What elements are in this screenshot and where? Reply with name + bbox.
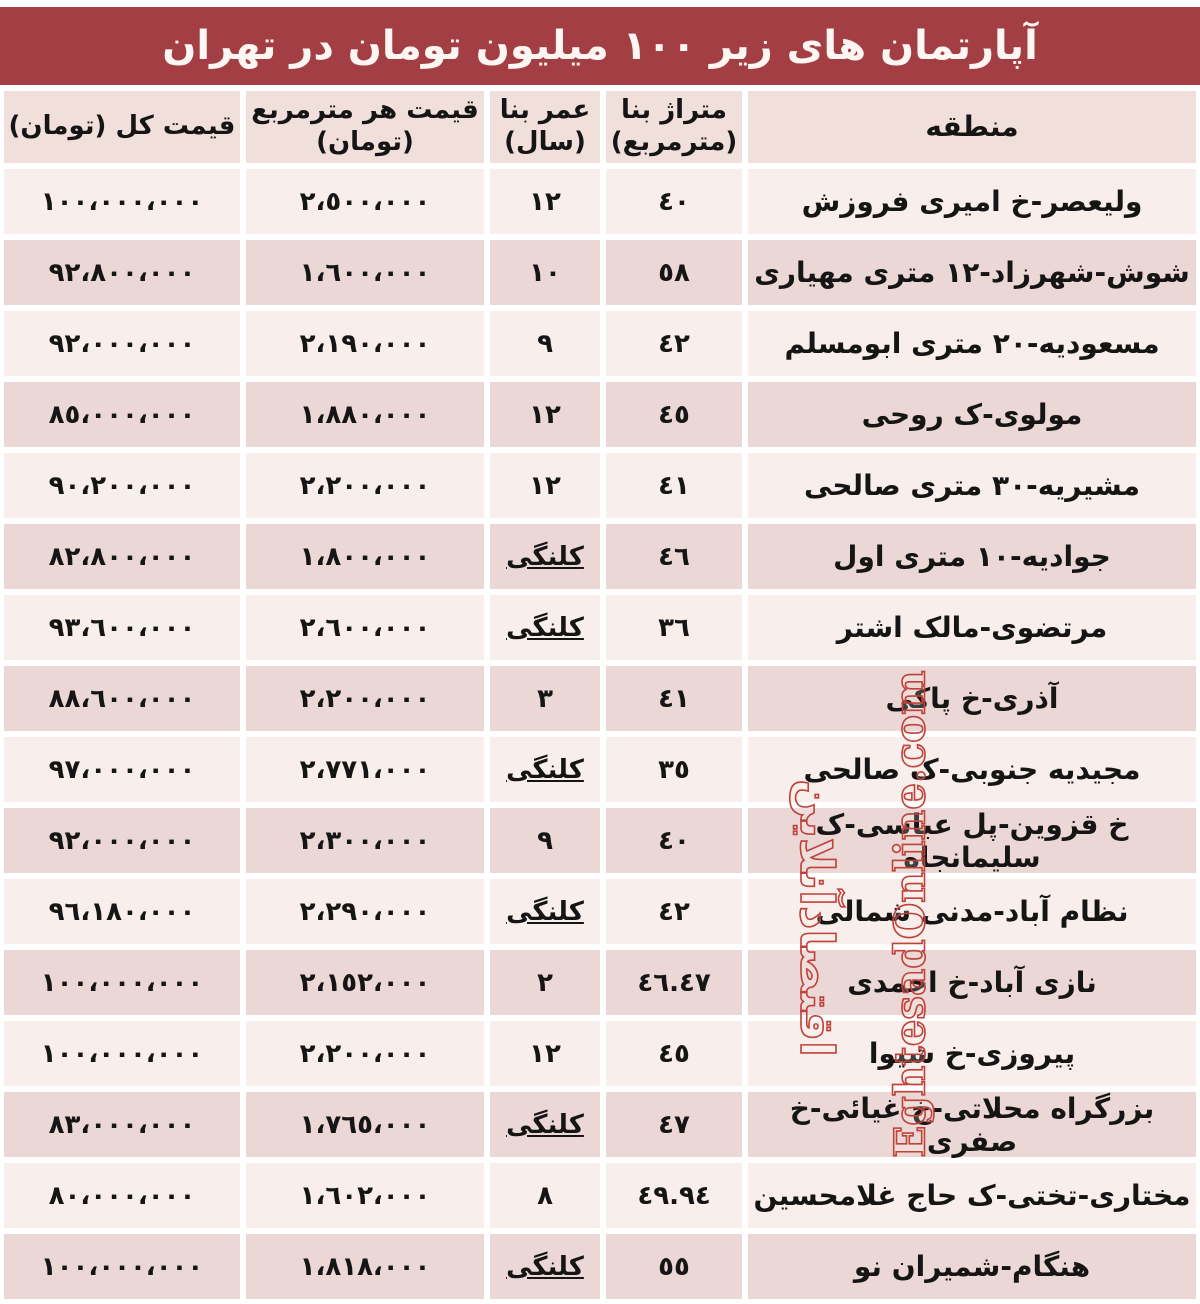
age-cell (490, 595, 600, 660)
region-value: مجیدیه جنوبی-ک صالحی (803, 753, 1141, 786)
header-cell-total (4, 91, 240, 163)
header-price-line2: (تومان) (316, 127, 414, 157)
area-cell (606, 1234, 742, 1299)
price-value: ١،٧٦٥،٠٠٠ (299, 1109, 431, 1140)
price-cell (246, 1092, 484, 1157)
total-cell (4, 808, 240, 873)
age-value: ١٢ (529, 470, 561, 501)
area-cell (606, 595, 742, 660)
price-cell (246, 311, 484, 376)
region-cell (748, 524, 1196, 589)
region-value: جوادیه-١٠ متری اول (833, 540, 1111, 573)
age-cell (490, 1163, 600, 1228)
region-cell (748, 737, 1196, 802)
age-cell (490, 879, 600, 944)
table-body (4, 169, 1196, 1299)
age-cell (490, 808, 600, 873)
header-area-line2: (مترمربع) (610, 127, 738, 157)
total-cell (4, 737, 240, 802)
price-cell (246, 1163, 484, 1228)
region-cell (748, 240, 1196, 305)
header-region-label: منطقه (925, 109, 1019, 143)
table-row (4, 595, 1196, 660)
total-value: ٨٢،٨٠٠،٠٠٠ (48, 541, 196, 572)
total-value: ٩٢،٨٠٠،٠٠٠ (48, 257, 196, 288)
total-cell (4, 169, 240, 234)
price-cell (246, 240, 484, 305)
age-value: ٣ (537, 683, 553, 714)
table-row (4, 1234, 1196, 1299)
age-value: کلنگی (506, 754, 584, 785)
price-value: ٢،١٥٢،٠٠٠ (299, 967, 431, 998)
price-value: ١،٨١٨،٠٠٠ (299, 1251, 431, 1282)
total-value: ٩٣،٦٠٠،٠٠٠ (48, 612, 196, 643)
area-value: ٤٩.٩٤ (637, 1180, 711, 1211)
region-cell (748, 453, 1196, 518)
total-cell (4, 453, 240, 518)
total-value: ١٠٠،٠٠٠،٠٠٠ (40, 1251, 204, 1282)
total-cell (4, 1021, 240, 1086)
region-cell (748, 169, 1196, 234)
area-value: ٥٥ (658, 1251, 690, 1282)
age-value: کلنگی (506, 612, 584, 643)
area-value: ٤٠ (658, 186, 690, 217)
area-cell (606, 311, 742, 376)
table-row (4, 453, 1196, 518)
price-value: ١،٦٠٢،٠٠٠ (299, 1180, 431, 1211)
header-cell-price (246, 91, 484, 163)
total-cell (4, 524, 240, 589)
age-value: کلنگی (506, 1109, 584, 1140)
total-cell (4, 1092, 240, 1157)
region-value: خ قزوین-پل عباسی-ک سلیمانجاه (815, 807, 1129, 874)
price-value: ٢،٢٠٠،٠٠٠ (299, 470, 431, 501)
table-row (4, 1021, 1196, 1086)
region-cell (748, 1234, 1196, 1299)
area-value: ٣٦ (658, 612, 690, 643)
table-row (4, 950, 1196, 1015)
total-cell (4, 666, 240, 731)
total-value: ١٠٠،٠٠٠،٠٠٠ (40, 186, 204, 217)
region-cell (748, 1163, 1196, 1228)
table-row (4, 240, 1196, 305)
table-row (4, 879, 1196, 944)
total-cell (4, 240, 240, 305)
area-value: ٣٥ (658, 754, 690, 785)
total-value: ٨٣،٠٠٠،٠٠٠ (48, 1109, 196, 1140)
region-value: پیروزی-خ شیوا (868, 1037, 1076, 1070)
total-value: ٩٠،٢٠٠،٠٠٠ (48, 470, 196, 501)
age-value: ١٢ (529, 1038, 561, 1069)
region-value: مسعودیه-٢٠ متری ابومسلم (784, 327, 1160, 360)
price-value: ٢،٢٠٠،٠٠٠ (299, 683, 431, 714)
area-value: ٤٢ (658, 328, 690, 359)
header-cell-region (748, 91, 1196, 163)
price-cell (246, 595, 484, 660)
region-value: مولوی-ک روحی (861, 398, 1083, 431)
area-value: ٤٥ (658, 399, 690, 430)
price-cell (246, 1234, 484, 1299)
header-total-label: قیمت کل (تومان) (8, 111, 236, 142)
area-cell (606, 453, 742, 518)
total-cell (4, 595, 240, 660)
table-row (4, 1163, 1196, 1228)
header-cell-area (606, 91, 742, 163)
region-cell (748, 950, 1196, 1015)
area-cell (606, 950, 742, 1015)
area-value: ٤١ (658, 683, 690, 714)
region-value: آذری-خ پاکی (885, 682, 1059, 715)
region-value: مرتضوی-مالک اشتر (836, 611, 1108, 644)
price-cell (246, 169, 484, 234)
price-cell (246, 737, 484, 802)
table-row (4, 382, 1196, 447)
area-value: ٤١ (658, 470, 690, 501)
price-value: ١،٨٠٠،٠٠٠ (299, 541, 431, 572)
region-cell (748, 808, 1196, 873)
region-cell (748, 879, 1196, 944)
age-cell (490, 382, 600, 447)
region-cell (748, 1092, 1196, 1157)
table-row (4, 737, 1196, 802)
price-cell (246, 666, 484, 731)
total-value: ٨٨،٦٠٠،٠٠٠ (48, 683, 196, 714)
price-value: ١،٦٠٠،٠٠٠ (299, 257, 431, 288)
page-title: آپارتمان های زیر ١٠٠ میلیون تومان در تهران (162, 23, 1038, 69)
header-age-line2: (سال) (504, 127, 586, 157)
age-cell (490, 453, 600, 518)
age-cell (490, 240, 600, 305)
table-row (4, 524, 1196, 589)
price-cell (246, 524, 484, 589)
table-row (4, 311, 1196, 376)
region-cell (748, 311, 1196, 376)
total-cell (4, 1234, 240, 1299)
area-value: ٤٥ (658, 1038, 690, 1069)
area-cell (606, 1163, 742, 1228)
age-cell (490, 169, 600, 234)
total-value: ٩٢،٠٠٠،٠٠٠ (48, 328, 196, 359)
table-row (4, 666, 1196, 731)
table-row (4, 808, 1196, 873)
total-cell (4, 879, 240, 944)
age-value: کلنگی (506, 1251, 584, 1282)
price-cell (246, 382, 484, 447)
area-cell (606, 382, 742, 447)
price-cell (246, 453, 484, 518)
region-value: مختاری-تختی-ک حاج غلامحسین (753, 1179, 1191, 1212)
age-cell (490, 1021, 600, 1086)
region-cell (748, 382, 1196, 447)
age-cell (490, 524, 600, 589)
age-value: کلنگی (506, 541, 584, 572)
table-row (4, 169, 1196, 234)
total-value: ٨٥،٠٠٠،٠٠٠ (48, 399, 196, 430)
apartments-table (0, 91, 1200, 1299)
age-cell (490, 737, 600, 802)
price-value: ٢،٧٧١،٠٠٠ (299, 754, 431, 785)
area-cell (606, 240, 742, 305)
area-value: ٥٨ (658, 257, 690, 288)
region-value: نازی آباد-خ احمدی (847, 966, 1097, 999)
area-value: ٤٠ (658, 825, 690, 856)
total-value: ٩٧،٠٠٠،٠٠٠ (48, 754, 196, 785)
header-age-line1: عمر بنا (499, 95, 591, 126)
age-cell (490, 1092, 600, 1157)
age-cell (490, 666, 600, 731)
age-cell (490, 311, 600, 376)
page (0, 7, 1200, 1304)
area-value: ٤٦.٤٧ (637, 967, 711, 998)
area-cell (606, 524, 742, 589)
total-cell (4, 311, 240, 376)
area-value: ٤٦ (658, 541, 690, 572)
age-value: ٩ (537, 328, 553, 359)
total-value: ٨٠،٠٠٠،٠٠٠ (48, 1180, 196, 1211)
price-cell (246, 950, 484, 1015)
age-value: ١٢ (529, 399, 561, 430)
header-area-line1: متراژ بنا (621, 95, 727, 126)
region-value: هنگام-شمیران نو (853, 1250, 1091, 1283)
area-cell (606, 169, 742, 234)
price-cell (246, 879, 484, 944)
price-cell (246, 808, 484, 873)
total-value: ١٠٠،٠٠٠،٠٠٠ (40, 967, 204, 998)
total-cell (4, 950, 240, 1015)
area-cell (606, 879, 742, 944)
header-cell-age (490, 91, 600, 163)
region-value: ولیعصر-خ امیری فروزش (801, 185, 1143, 218)
region-cell (748, 666, 1196, 731)
total-value: ٩٢،٠٠٠،٠٠٠ (48, 825, 196, 856)
area-cell (606, 1092, 742, 1157)
total-cell (4, 1163, 240, 1228)
area-cell (606, 808, 742, 873)
region-cell (748, 1021, 1196, 1086)
area-value: ٤٧ (658, 1109, 690, 1140)
header-price-line1: قیمت هر مترمربع (251, 95, 479, 126)
region-value: بزرگراه محلاتی-خ غیائی-خ صفری (789, 1091, 1155, 1158)
title-bar (0, 7, 1200, 85)
total-value: ٩٦،١٨٠،٠٠٠ (48, 896, 196, 927)
age-value: ٩ (537, 825, 553, 856)
age-cell (490, 950, 600, 1015)
age-value: ١٢ (529, 186, 561, 217)
price-value: ٢،٦٠٠،٠٠٠ (299, 612, 431, 643)
region-value: نظام آباد-مدنی شمالی (815, 895, 1129, 928)
age-cell (490, 1234, 600, 1299)
price-cell (246, 1021, 484, 1086)
price-value: ٢،٢٠٠،٠٠٠ (299, 1038, 431, 1069)
region-value: مشیریه-٣٠ متری صالحی (804, 469, 1140, 502)
age-value: ٨ (537, 1180, 553, 1211)
area-cell (606, 666, 742, 731)
region-value: شوش-شهرزاد-١٢ متری مهیاری (754, 256, 1190, 289)
table-row (4, 1092, 1196, 1157)
price-value: ١،٨٨٠،٠٠٠ (299, 399, 431, 430)
price-value: ٢،٢٩٠،٠٠٠ (299, 896, 431, 927)
region-cell (748, 595, 1196, 660)
total-cell (4, 382, 240, 447)
price-value: ٢،٣٠٠،٠٠٠ (299, 825, 431, 856)
total-value: ١٠٠،٠٠٠،٠٠٠ (40, 1038, 204, 1069)
age-value: کلنگی (506, 896, 584, 927)
price-value: ٢،١٩٠،٠٠٠ (299, 328, 431, 359)
header-row (4, 91, 1196, 163)
area-value: ٤٢ (658, 896, 690, 927)
age-value: ١٠ (529, 257, 561, 288)
age-value: ٢ (537, 967, 553, 998)
price-value: ٢،٥٠٠،٠٠٠ (299, 186, 431, 217)
area-cell (606, 1021, 742, 1086)
area-cell (606, 737, 742, 802)
